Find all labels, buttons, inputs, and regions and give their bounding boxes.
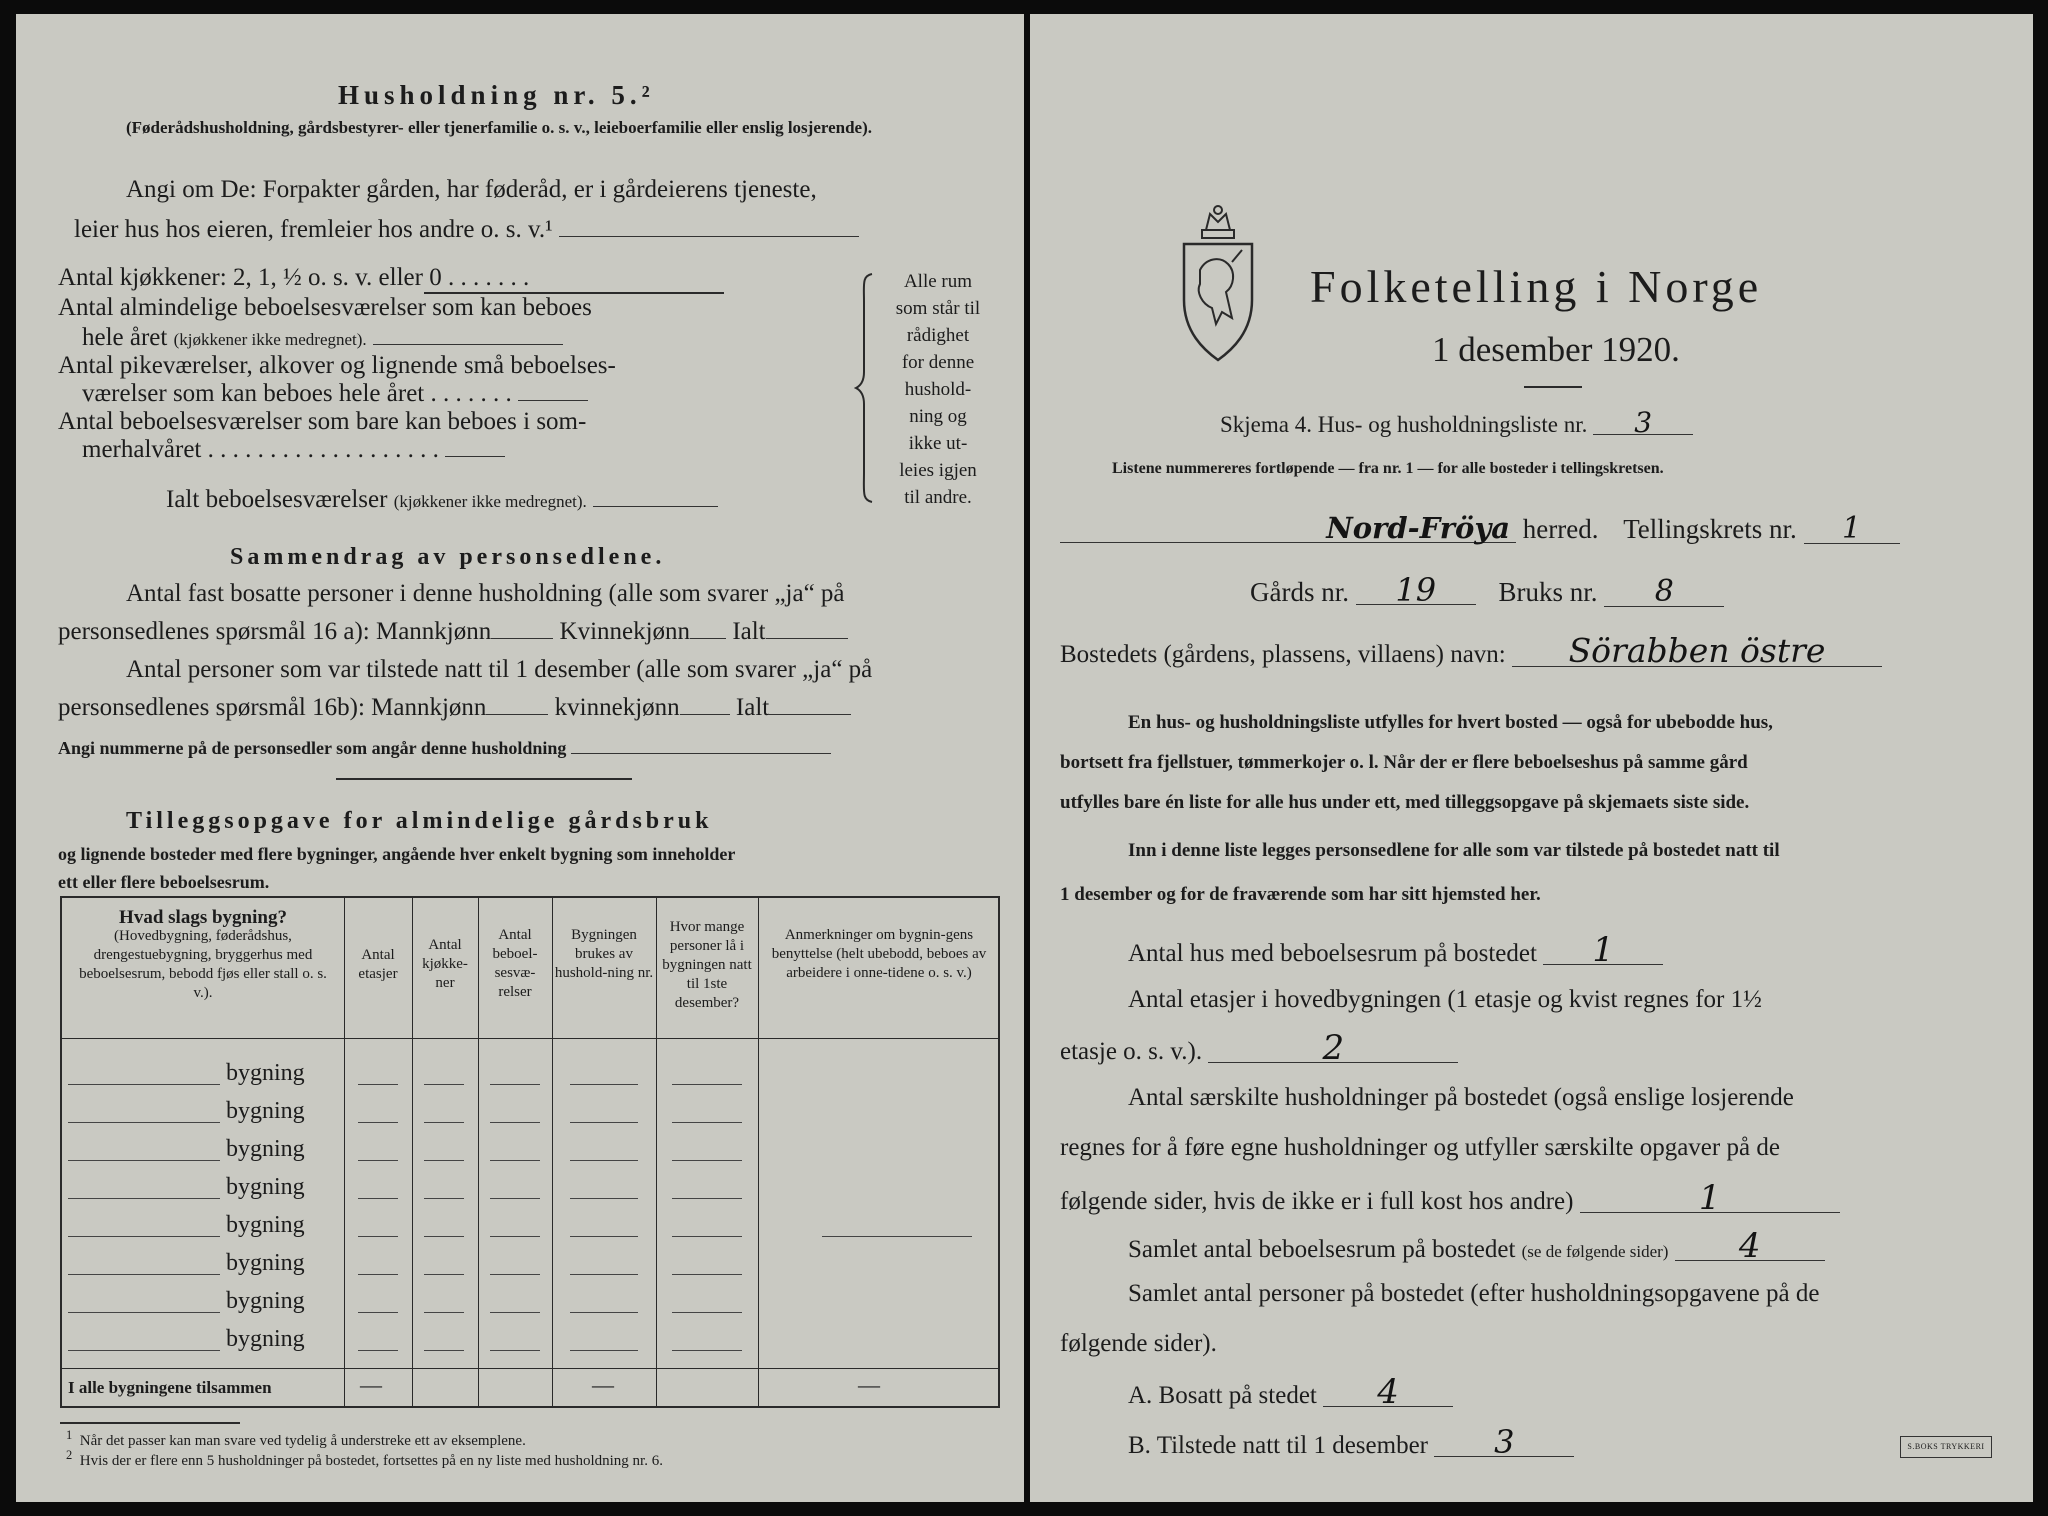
col-rooms-header: Antal beboel-sesvæ-relser bbox=[492, 927, 538, 1000]
side-note-line: til andre. bbox=[904, 487, 972, 508]
present-female-field[interactable] bbox=[680, 714, 730, 715]
floors-line-2: etasje o. s. v.). bbox=[1060, 1038, 1203, 1065]
total-row-label: I alle bygningene tilsammen bbox=[68, 1378, 272, 1397]
row-field bbox=[68, 1350, 220, 1351]
col-divider bbox=[758, 898, 759, 1406]
supplement-heading: Tilleggsopgave for almindelige gårdsbruk bbox=[126, 808, 713, 834]
row-label: bygning bbox=[226, 1060, 305, 1086]
floors-row bbox=[1060, 1028, 1458, 1068]
separator-rule bbox=[336, 778, 632, 780]
kitchens-row bbox=[58, 264, 529, 292]
row-label: bygning bbox=[226, 1136, 305, 1162]
row-field bbox=[68, 1084, 220, 1085]
schema-label: Skjema 4. Hus- og husholdningsliste nr. bbox=[1220, 412, 1588, 437]
cell-blank bbox=[570, 1084, 638, 1085]
side-note-line: som står til bbox=[895, 298, 981, 319]
cell-blank bbox=[424, 1350, 464, 1351]
cell-blank bbox=[490, 1236, 540, 1237]
total-rooms-field[interactable] bbox=[593, 506, 718, 507]
cell-blank bbox=[672, 1312, 742, 1313]
col-floors-header: Antal etasjer bbox=[358, 947, 398, 982]
cell-blank bbox=[672, 1084, 742, 1085]
herred-label: herred. bbox=[1522, 514, 1599, 544]
houses-value[interactable]: 1 bbox=[1543, 936, 1663, 965]
ordinary-rooms-line-2: hele året bbox=[82, 324, 168, 351]
footnote-2-text: Hvis der er flere enn 5 husholdninger på bostedet, fortsettes på en ny liste med husholdning nr. 6. bbox=[79, 1453, 663, 1469]
summer-rooms-line-1: Antal beboelsesværelser som bare kan beboes i som- bbox=[58, 408, 587, 435]
rooms-total-value[interactable]: 4 bbox=[1675, 1232, 1825, 1261]
houses-label: Antal hus med beboelsesrum på bostedet bbox=[1128, 940, 1537, 967]
side-note-line: rådighet bbox=[906, 325, 970, 346]
cell-blank bbox=[358, 1312, 398, 1313]
row-label: bygning bbox=[226, 1098, 305, 1124]
instruction-1-line-3: utfylles bare én liste for alle hus under ett, med tilleggsopgave på skjemaets siste side. bbox=[1060, 792, 1750, 813]
household-title: Husholdning nr. 5.² bbox=[338, 80, 655, 110]
present-line-1: Antal personer som var tilstede natt til 1 desember (alle som svarer „ja“ på bbox=[126, 656, 873, 683]
supplement-text-2: ett eller flere beboelsesrum. bbox=[58, 872, 270, 892]
cell-blank bbox=[570, 1198, 638, 1199]
side-note-line: leies igjen bbox=[899, 460, 977, 481]
footnote-2 bbox=[66, 1448, 663, 1470]
cell-blank bbox=[490, 1274, 540, 1275]
col-household-header: Bygningen brukes av hushold-ning nr. bbox=[554, 927, 654, 981]
row-label: bygning bbox=[226, 1326, 305, 1352]
cell-blank bbox=[490, 1084, 540, 1085]
cell-blank bbox=[570, 1122, 638, 1123]
cell-blank bbox=[424, 1198, 464, 1199]
bosted-value[interactable]: Sörabben östre bbox=[1512, 636, 1882, 667]
cell-blank bbox=[358, 1236, 398, 1237]
present-total-field[interactable] bbox=[769, 714, 851, 715]
row-label: bygning bbox=[226, 1250, 305, 1276]
footnote-1-text: Når det passer kan man svare ved tydelig å understreke ett av eksemplene. bbox=[79, 1433, 526, 1449]
left-page bbox=[16, 14, 1024, 1502]
intro-line-1: Angi om De: Forpakter gården, har føderåd, er i gårdeierens tjeneste, bbox=[126, 176, 817, 203]
col-kitchens-header: Antal kjøkke-ner bbox=[422, 937, 468, 991]
footnote-rule bbox=[60, 1422, 240, 1424]
resident-female-field[interactable] bbox=[690, 638, 726, 639]
bosted-row bbox=[1060, 631, 1882, 670]
resident-a-row bbox=[1128, 1372, 1453, 1412]
cell-blank bbox=[490, 1350, 540, 1351]
kitchens-label: Antal kjøkkener: 2, 1, ½ o. s. v. eller 0 bbox=[58, 264, 442, 291]
col-divider bbox=[656, 898, 657, 1406]
numbering-note: Listene nummereres fortløpende — fra nr. 1 — for alle bosteder i tellingskretsen. bbox=[1112, 460, 1664, 477]
present-total-label: Ialt bbox=[735, 694, 770, 721]
floors-line-1: Antal etasjer i hovedbygningen (1 etasje og kvist regnes for 1½ bbox=[1128, 986, 1762, 1013]
row-label: bygning bbox=[226, 1212, 305, 1238]
households-line-1: Antal særskilte husholdninger på bostedet (også enslige losjerende bbox=[1128, 1084, 1794, 1111]
col-remarks-header: Anmerkninger om bygnin-gens benyttelse (helt ubebodd, beboes av arbeidere i onne-tidene o. s. v.) bbox=[771, 927, 987, 981]
schema-value[interactable]: 3 bbox=[1593, 412, 1693, 435]
bosted-label: Bostedets (gårdens, plassens, villaens) navn: bbox=[1060, 641, 1506, 668]
krets-value[interactable]: 1 bbox=[1804, 515, 1900, 544]
resident-total-field[interactable] bbox=[766, 638, 848, 639]
resident-row bbox=[58, 618, 848, 646]
houses-row bbox=[1128, 930, 1663, 970]
side-note-line: ning og bbox=[909, 406, 967, 427]
total-rooms-label: Ialt beboelsesværelser bbox=[166, 486, 388, 513]
col-persons-header: Hvor mange personer lå i bygningen natt til 1ste desember? bbox=[662, 919, 752, 1011]
resident-total-label: Ialt bbox=[732, 618, 766, 645]
side-note-line: hushold- bbox=[904, 379, 972, 400]
col-divider bbox=[344, 898, 345, 1406]
cell-blank bbox=[424, 1274, 464, 1275]
maid-rooms-field[interactable] bbox=[518, 400, 588, 401]
numbers-label: Angi nummerne på de personsedler som angår denne husholdning bbox=[58, 738, 567, 758]
rooms-total-row bbox=[1128, 1226, 1825, 1266]
summer-rooms-field[interactable] bbox=[445, 456, 505, 457]
col-divider bbox=[478, 898, 479, 1406]
cell-blank bbox=[490, 1160, 540, 1161]
cell-blank bbox=[570, 1350, 638, 1351]
gards-row bbox=[1250, 571, 1724, 609]
cell-blank bbox=[358, 1198, 398, 1199]
row-field bbox=[68, 1198, 220, 1199]
total-divider bbox=[62, 1368, 998, 1369]
herred-value[interactable]: Nord-Fröya bbox=[1060, 514, 1516, 543]
cell-blank bbox=[358, 1084, 398, 1085]
instruction-2-line-2: 1 desember og for de fraværende som har sitt hjemsted her. bbox=[1060, 884, 1541, 905]
summer-rooms-row: merhalvåret . . . . . . . . . . . . . . . . . . . bbox=[82, 436, 505, 464]
cell-blank bbox=[672, 1350, 742, 1351]
row-field bbox=[68, 1160, 220, 1161]
instruction-1-line-1: En hus- og husholdningsliste utfylles for hvert bosted — også for ubebodde hus, bbox=[1128, 712, 1773, 733]
resident-male-field[interactable] bbox=[491, 638, 553, 639]
cell-blank bbox=[490, 1312, 540, 1313]
row-label: bygning bbox=[226, 1174, 305, 1200]
bruks-value[interactable]: 8 bbox=[1604, 578, 1724, 607]
gards-label: Gårds nr. bbox=[1250, 577, 1349, 607]
ordinary-rooms-field[interactable] bbox=[373, 344, 563, 345]
numbers-field[interactable] bbox=[571, 753, 831, 754]
present-b-row bbox=[1128, 1423, 1574, 1461]
resident-line-2: personsedlenes spørsmål 16 a): Mannkjønn bbox=[58, 618, 492, 645]
footnote-2-mark: 2 bbox=[66, 1448, 73, 1462]
date-rule bbox=[1524, 386, 1582, 388]
side-note bbox=[874, 268, 1002, 511]
row-field bbox=[68, 1236, 220, 1237]
cell-blank bbox=[570, 1160, 638, 1161]
census-title: Folketelling i Norge bbox=[1310, 261, 1763, 312]
coat-of-arms-icon bbox=[1176, 200, 1260, 366]
cell-blank bbox=[424, 1122, 464, 1123]
cell-blank bbox=[672, 1122, 742, 1123]
cell-blank bbox=[358, 1274, 398, 1275]
rooms-total-label: Samlet antal beboelsesrum på bostedet bbox=[1128, 1236, 1516, 1263]
cell-blank bbox=[570, 1312, 638, 1313]
cell-blank bbox=[490, 1198, 540, 1199]
floors-value[interactable]: 2 bbox=[1208, 1034, 1458, 1063]
cell-blank bbox=[424, 1236, 464, 1237]
side-note-line: ikke ut- bbox=[908, 433, 968, 454]
rooms-total-note: (se de følgende sider) bbox=[1521, 1242, 1669, 1261]
households-line-3: følgende sider, hvis de ikke er i full kost hos andre) bbox=[1060, 1188, 1574, 1215]
census-date: 1 desember 1920. bbox=[1432, 330, 1680, 369]
total-rooms-row bbox=[166, 486, 718, 514]
col-building-sub: (Hovedbygning, føderådshus, drengestuebygning, bryggerhus med beboelsesrum, bebodd fjøs eller stall o. s. v.). bbox=[79, 928, 327, 1001]
row-field bbox=[68, 1312, 220, 1313]
maid-rooms-row: værelser som kan beboes hele året . . . . . . . bbox=[82, 380, 588, 408]
krets-label: Tellingskrets nr. bbox=[1623, 514, 1797, 544]
present-male-field[interactable] bbox=[486, 714, 548, 715]
schema-row bbox=[1220, 406, 1693, 439]
header-divider bbox=[62, 1038, 998, 1039]
row-field bbox=[68, 1274, 220, 1275]
col-building-header bbox=[68, 908, 338, 1003]
right-page bbox=[1030, 14, 2033, 1502]
present-female-label: kvinnekjønn bbox=[554, 694, 680, 721]
ordinary-rooms-row bbox=[82, 324, 563, 352]
cell-blank bbox=[358, 1160, 398, 1161]
footnote-1-mark: 1 bbox=[66, 1428, 73, 1442]
printer-stamp: S.BOKS TRYKKERI bbox=[1900, 1436, 1992, 1458]
maid-rooms-line-1: Antal pikeværelser, alkover og lignende små beboelses- bbox=[58, 352, 616, 379]
intro-line-2-row bbox=[74, 216, 859, 244]
cell-blank bbox=[822, 1236, 972, 1237]
total-rooms-note: (kjøkkener ikke medregnet). bbox=[393, 492, 587, 511]
persons-line-2: følgende sider). bbox=[1060, 1330, 1217, 1357]
households-line-2: regnes for å føre egne husholdninger og utfyller særskilte opgaver på de bbox=[1060, 1134, 1780, 1161]
cell-blank bbox=[424, 1312, 464, 1313]
numbers-row bbox=[58, 738, 831, 759]
resident-line-1: Antal fast bosatte personer i denne husholdning (alle som svarer „ja“ på bbox=[126, 580, 845, 607]
col-divider bbox=[552, 898, 553, 1406]
total-floors-dash: — bbox=[360, 1372, 382, 1397]
resident-female-label: Kvinnekjønn bbox=[559, 618, 691, 645]
resident-a-value[interactable]: 4 bbox=[1323, 1378, 1453, 1407]
cell-blank bbox=[570, 1236, 638, 1237]
summer-rooms-line-2: merhalvåret bbox=[82, 436, 202, 463]
present-b-label: B. Tilstede natt til 1 desember bbox=[1128, 1432, 1428, 1459]
total-household-dash: — bbox=[592, 1372, 614, 1397]
cell-blank bbox=[358, 1350, 398, 1351]
supplement-text-1: og lignende bosteder med flere bygninger, angående hver enkelt bygning som inneholder bbox=[58, 844, 736, 864]
instruction-2-line-1: Inn i denne liste legges personsedlene for alle som var tilstede på bostedet natt til bbox=[1128, 840, 1780, 861]
households-value[interactable]: 1 bbox=[1580, 1184, 1840, 1213]
cell-blank bbox=[424, 1084, 464, 1085]
cell-blank bbox=[672, 1160, 742, 1161]
footnote-1 bbox=[66, 1428, 526, 1450]
row-label: bygning bbox=[226, 1288, 305, 1314]
intro-line-2: leier hus hos eieren, fremleier hos andre o. s. v.¹ bbox=[74, 216, 553, 243]
building-table bbox=[60, 896, 1000, 1408]
household-subtitle: (Føderådshusholdning, gårdsbestyrer- eller tjenerfamilie o. s. v., leieboerfamilie eller enslig losjerende). bbox=[126, 118, 873, 137]
bruks-label: Bruks nr. bbox=[1498, 577, 1598, 607]
side-note-line: Alle rum bbox=[903, 271, 973, 292]
arrangement-field[interactable] bbox=[559, 236, 859, 237]
resident-a-label: A. Bosatt på stedet bbox=[1128, 1382, 1317, 1409]
present-b-value[interactable]: 3 bbox=[1434, 1428, 1574, 1457]
maid-rooms-line-2: værelser som kan beboes hele året bbox=[82, 380, 425, 407]
cell-blank bbox=[424, 1160, 464, 1161]
col-divider bbox=[412, 898, 413, 1406]
cell-blank bbox=[490, 1122, 540, 1123]
col-building-title: Hvad slags bygning? bbox=[119, 907, 287, 928]
herred-row bbox=[1060, 511, 1900, 546]
total-remarks-dash: — bbox=[858, 1372, 880, 1397]
kitchens-value[interactable]: . . . . . . . bbox=[447, 264, 530, 291]
households-row bbox=[1060, 1178, 1840, 1218]
side-note-line: for denne bbox=[901, 352, 975, 373]
present-row bbox=[58, 694, 851, 722]
cell-blank bbox=[672, 1236, 742, 1237]
cell-blank bbox=[672, 1274, 742, 1275]
row-field bbox=[68, 1122, 220, 1123]
cell-blank bbox=[570, 1274, 638, 1275]
present-line-2: personsedlenes spørsmål 16b): Mannkjønn bbox=[58, 694, 487, 721]
gards-value[interactable]: 19 bbox=[1356, 576, 1476, 605]
persons-line-1: Samlet antal personer på bostedet (efter husholdningsopgavene på de bbox=[1128, 1280, 1820, 1307]
ordinary-rooms-line-1: Antal almindelige beboelsesværelser som kan beboes bbox=[58, 294, 592, 321]
summary-heading: Sammendrag av personsedlene. bbox=[230, 544, 666, 570]
cell-blank bbox=[672, 1198, 742, 1199]
instruction-1-line-2: bortsett fra fjellstuer, tømmerkojer o. l. Når der er flere beboelseshus på samme gård bbox=[1060, 752, 1748, 773]
ordinary-rooms-note: (kjøkkener ikke medregnet). bbox=[173, 330, 367, 349]
cell-blank bbox=[358, 1122, 398, 1123]
